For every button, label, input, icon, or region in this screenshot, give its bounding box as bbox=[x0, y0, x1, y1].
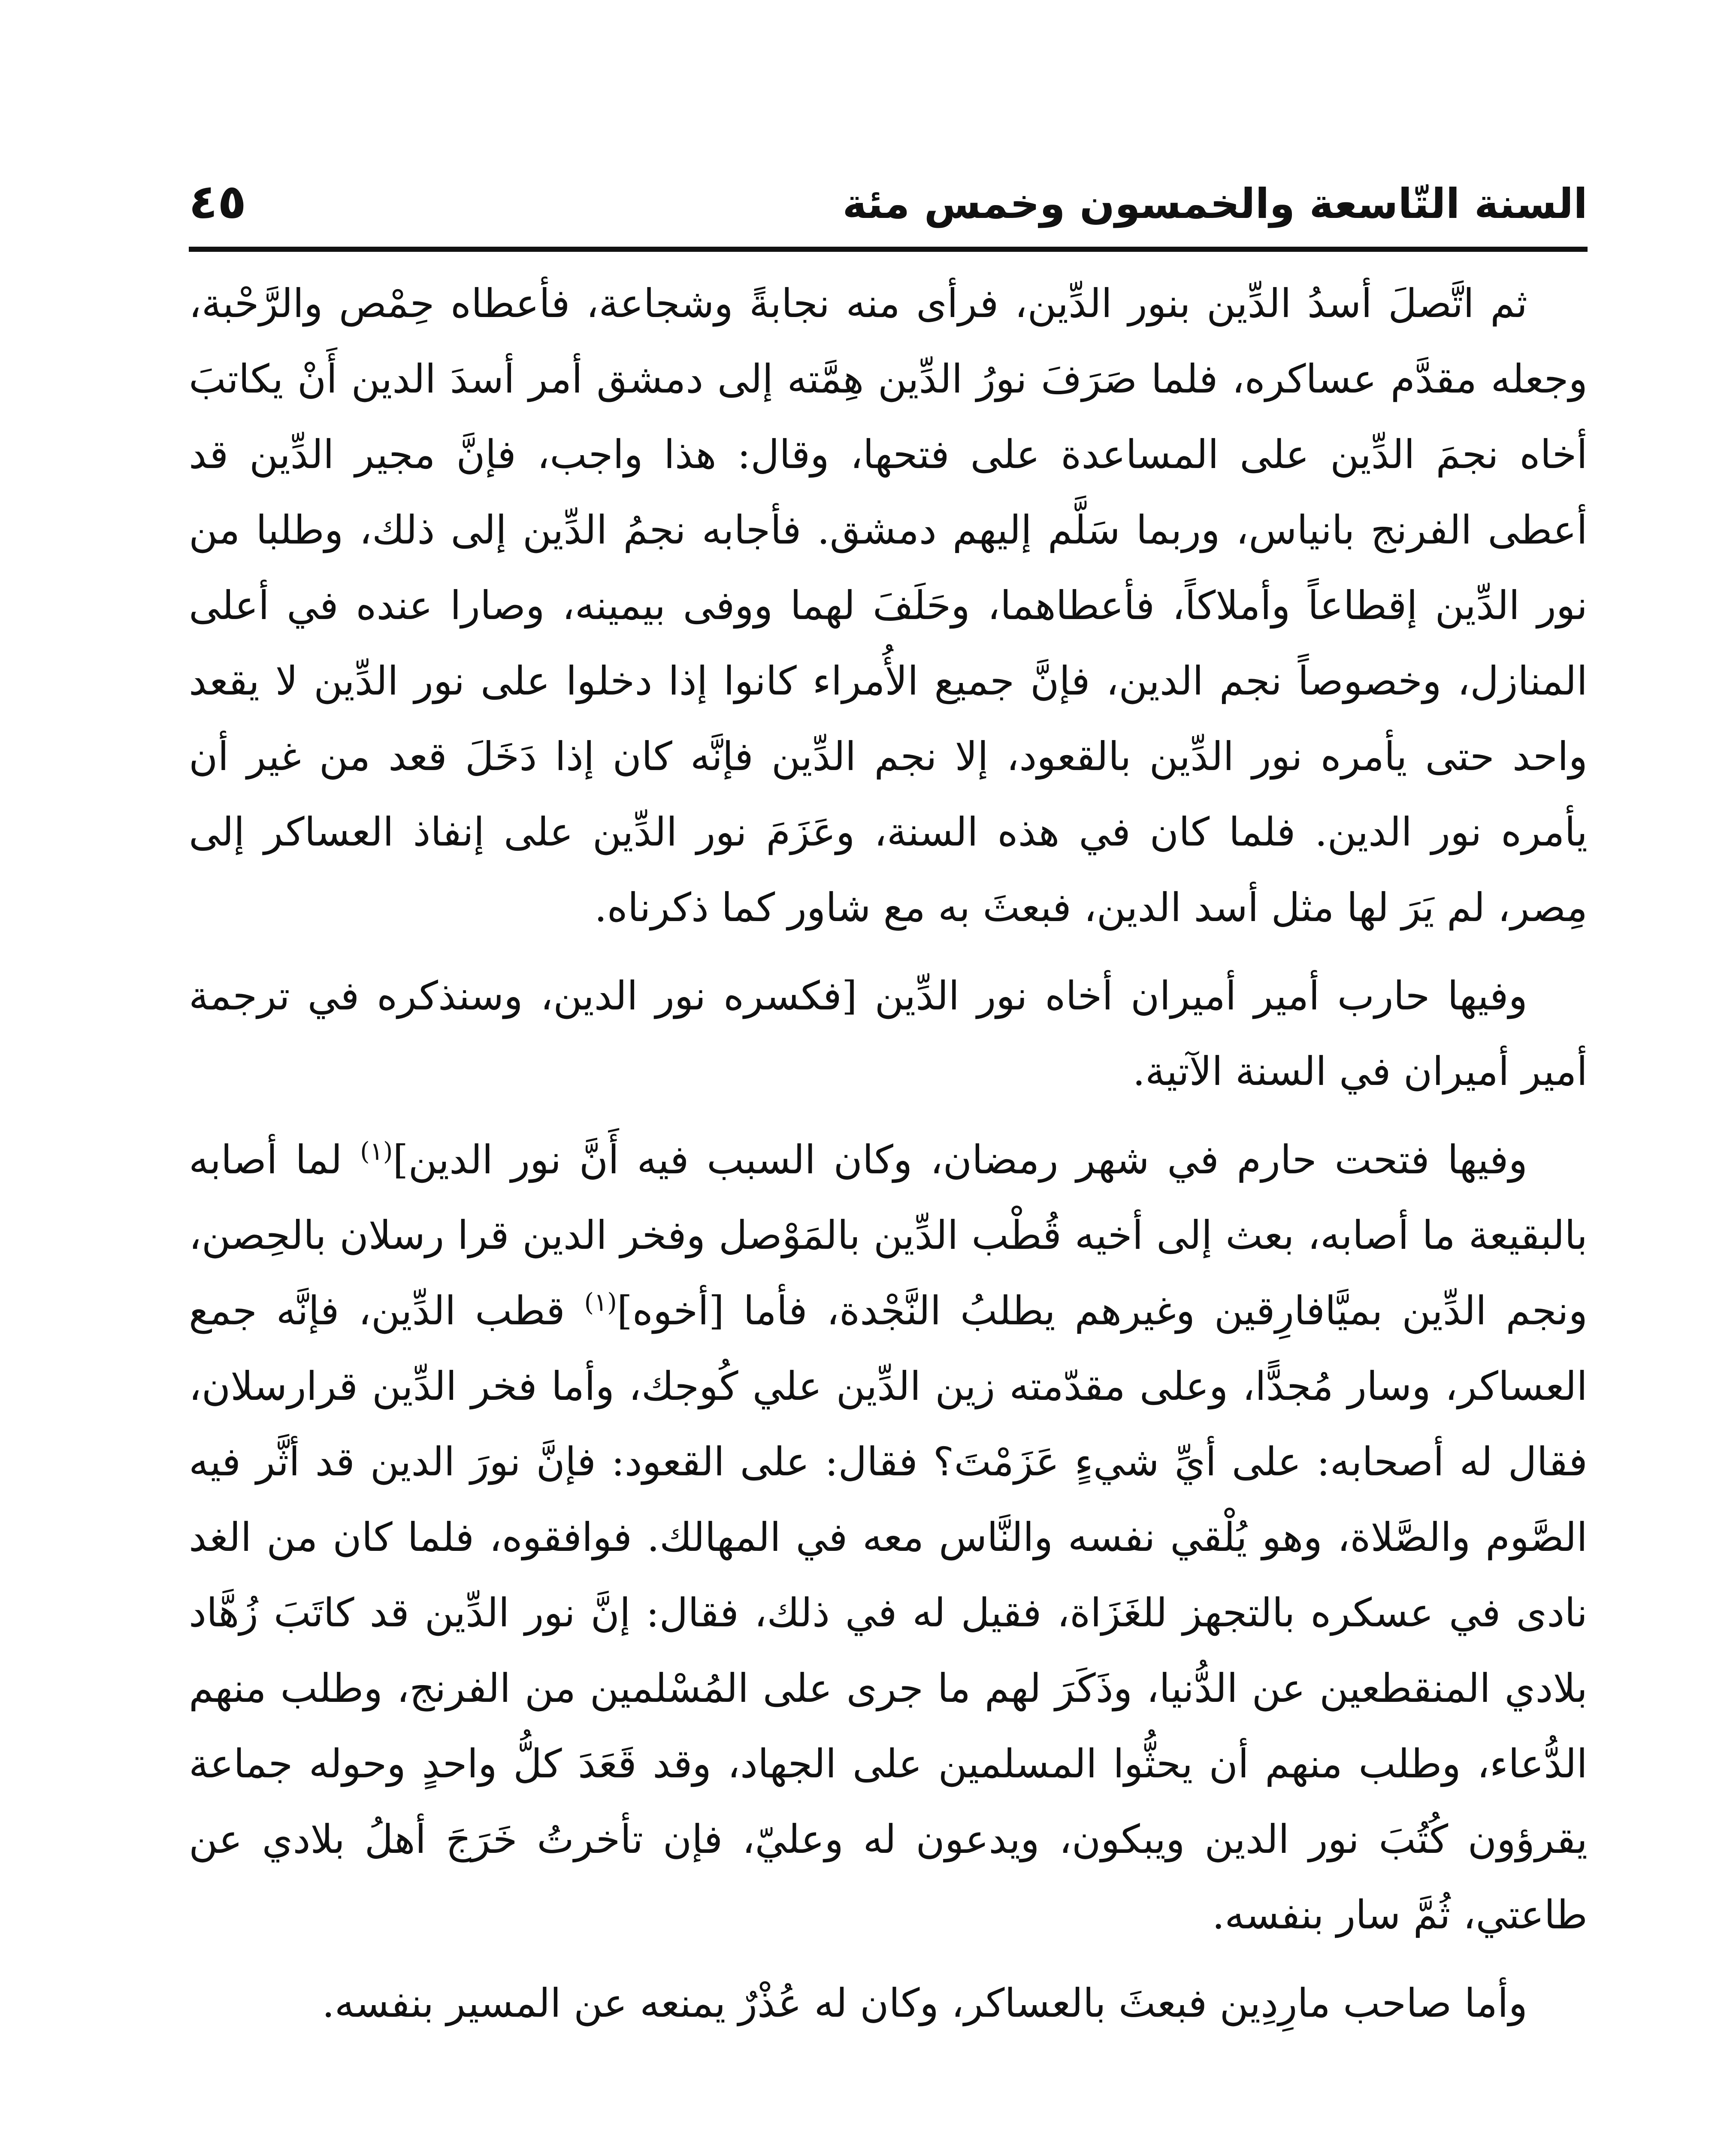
header-title: السنة التّاسعة والخمسون وخمس مئة bbox=[842, 180, 1588, 228]
paragraph-3-start: وفيها فتحت حارم في شهر رمضان، وكان السبب فيه أَنَّ نور الدين] bbox=[393, 1137, 1527, 1183]
paragraph-4: وأما صاحب مارِدِين فبعثَ بالعساكر، وكان له عُذْرٌ يمنعه عن المسير بنفسه. bbox=[322, 1980, 1527, 2026]
body-text bbox=[189, 266, 1588, 2054]
paragraph-3-middle: لما أصابه بالبقيعة ما أصابه، بعث إلى أخيه قُطْب الدِّين بالمَوْصل وفخر الدين قرا رسلان بالحِصن، ونجم الدِّين بميَّافارِقين وغيرهم يطلبُ النَّجْدة، فأما [أخوه] bbox=[189, 1137, 1588, 1334]
footnote-marker: (١) bbox=[584, 1287, 617, 1317]
paragraph-3-end: قطب الدِّين، فإنَّه جمع العساكر، وسار مُجدًّا، وعلى مقدّمته زين الدِّين علي كُوجك، وأما فخر الدِّين قرارسلان، فقال له أصحابه: على أيِّ شيءٍ عَزَمْتَ؟ فقال: على القعود: فإنَّ نورَ الدين قد أثَّر فيه الصَّوم والصَّلاة، وهو يُلْقي نفسه والنَّاس معه في المهالك. فوافقوه، فلما كان من الغد نادى في عسكره بالتجهز للغَزَاة، فقيل له في ذلك، فقال: إنَّ نور الدِّين قد كاتَبَ زُهَّاد بلادي المنقطعين عن الدُّنيا، وذَكَرَ لهم ما جرى على المُسْلمين من الفرنج، وطلب منهم الدُّعاء، وطلب منهم أن يحثُّوا المسلمين على الجهاد، وقد قَعَدَ كلُّ واحدٍ وحوله جماعة يقرؤون كُتُبَ نور الدين ويبكون، ويدعون له وعليّ، فإن تأخرتُ خَرَجَ أهلُ بلادي عن طاعتي، ثُمَّ سار بنفسه. bbox=[189, 1288, 1588, 1938]
paragraph-2: وفيها حارب أمير أميران أخاه نور الدِّين [فكسره نور الدين، وسنذكره في ترجمة أمير أميران في السنة الآتية. bbox=[189, 973, 1588, 1094]
paragraph-3 bbox=[189, 1122, 1588, 1953]
header-rule bbox=[189, 247, 1588, 252]
paragraph-1: ثم اتَّصلَ أسدُ الدِّين بنور الدِّين، فرأى منه نجابةً وشجاعة، فأعطاه حِمْص والرَّحْبة، وجعله مقدَّم عساكره، فلما صَرَفَ نورُ الدِّين هِمَّته إلى دمشق أمر أسدَ الدين أَنْ يكاتبَ أخاه نجمَ الدِّين على المساعدة على فتحها، وقال: هذا واجب، فإنَّ مجير الدِّين قد أعطى الفرنج بانياس، وربما سَلَّم إليهم دمشق. فأجابه نجمُ الدِّين إلى ذلك، وطلبا من نور الدِّين إقطاعاً وأملاكاً، فأعطاهما، وحَلَفَ لهما ووفى بيمينه، وصارا عنده في أعلى المنازل، وخصوصاً نجم الدين، فإنَّ جميع الأُمراء كانوا إذا دخلوا على نور الدِّين لا يقعد واحد حتى يأمره نور الدِّين بالقعود، إلا نجم الدِّين فإنَّه كان إذا دَخَلَ قعد من غير أن يأمره نور الدين. فلما كان في هذه السنة، وعَزَمَ نور الدِّين على إنفاذ العساكر إلى مِصر، لم يَرَ لها مثل أسد الدين، فبعثَ به مع شاور كما ذكرناه. bbox=[189, 281, 1588, 931]
running-header bbox=[189, 163, 1588, 249]
page-number: ٤٥ bbox=[189, 174, 247, 229]
footnote-marker: (١) bbox=[360, 1136, 393, 1166]
